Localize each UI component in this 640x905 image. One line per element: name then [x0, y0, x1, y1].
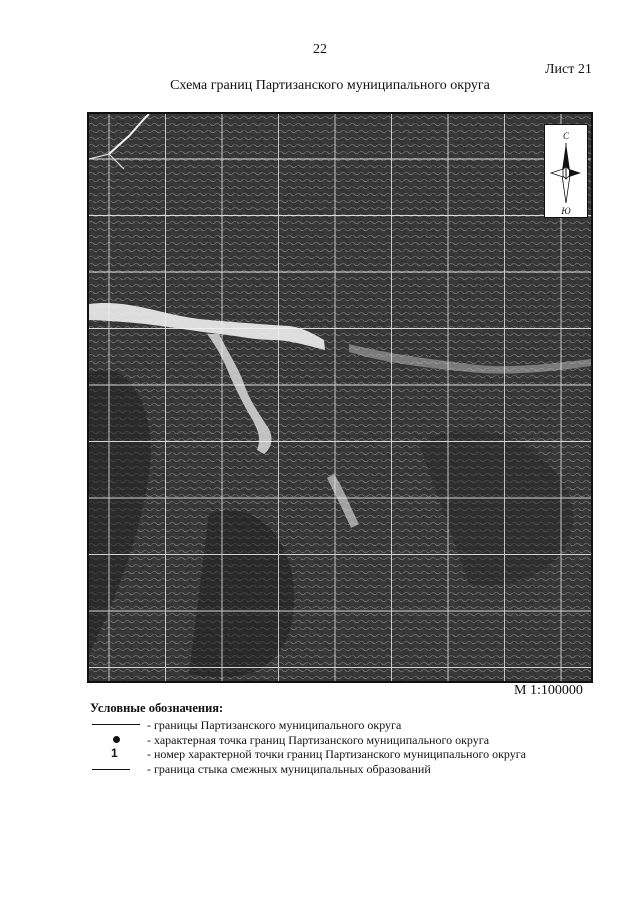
compass-needle-north — [562, 143, 570, 171]
boundary-line-icon — [90, 718, 142, 732]
legend-title: Условные обозначения: — [90, 701, 224, 715]
legend-item-text: - границы Партизанского муниципального округа — [147, 718, 402, 732]
legend-item-text: - характерная точка границ Партизанского муниципального округа — [147, 732, 490, 747]
topographic-map[interactable] — [87, 112, 593, 683]
contour-texture-dark — [89, 114, 591, 681]
compass-south-label: Ю — [561, 206, 571, 216]
map-title: Схема границ Партизанского муниципального округа — [170, 78, 490, 93]
legend-item-boundary — [90, 718, 610, 733]
point-dot-icon — [90, 733, 142, 747]
junction-line-icon — [90, 762, 142, 776]
map-scale: М 1:100000 — [514, 683, 583, 698]
point-number-icon — [90, 747, 142, 761]
legend-item-text: - номер характерной точки границ Партизанского муниципального округа — [147, 747, 526, 761]
legend-item-number — [90, 747, 610, 762]
compass — [544, 124, 588, 218]
legend — [90, 701, 610, 776]
compass-north-label: С — [562, 131, 570, 141]
page-number: 22 — [313, 42, 327, 57]
sheet-label: Лист 21 — [545, 62, 592, 77]
legend-item-point — [90, 733, 610, 748]
legend-item-text: - граница стыка смежных муниципальных образований — [147, 761, 431, 776]
point-number-sample: 1 — [111, 746, 118, 760]
compass-needle-west — [551, 169, 563, 177]
compass-needle-east — [569, 169, 581, 177]
compass-needle-south — [562, 175, 570, 203]
legend-item-junction — [90, 762, 610, 777]
terrain-layer — [89, 114, 591, 681]
compass-rose-icon — [545, 125, 587, 217]
